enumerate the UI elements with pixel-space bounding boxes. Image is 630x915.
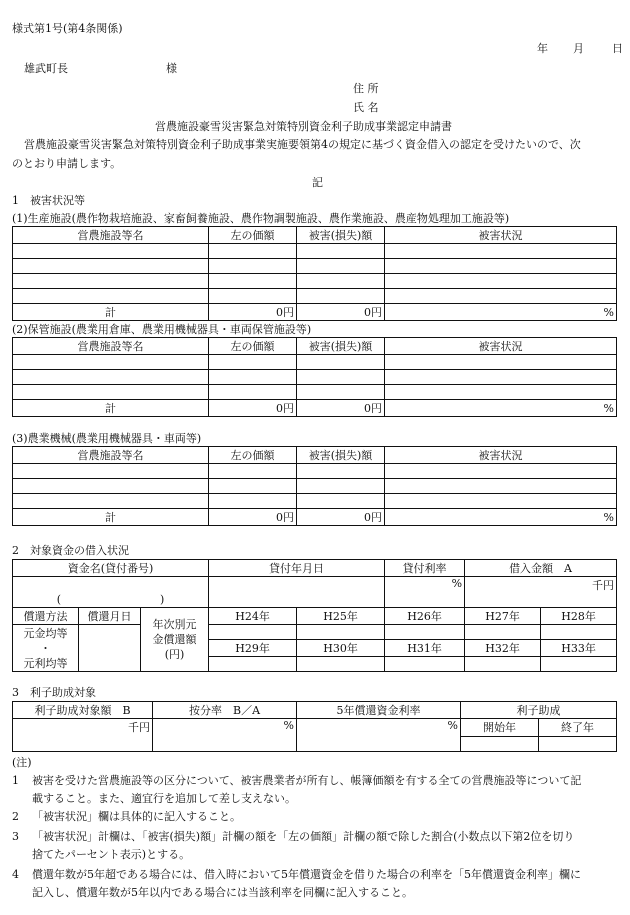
- damage-table-production: [12, 226, 617, 321]
- note-text-line2: 記入し、償還年数が5年以内である場合には当該利率を同欄に記入すること。: [32, 886, 413, 899]
- total-damage[interactable]: 0円: [297, 400, 385, 417]
- col-repay-month: 償還月日: [79, 608, 141, 625]
- addressee-honorific: 様: [166, 62, 177, 75]
- loan-amount-field[interactable]: 千円: [465, 577, 617, 608]
- repay-method-options[interactable]: 元金均等 ・ 元利均等: [13, 625, 79, 672]
- start-year-field[interactable]: [461, 736, 539, 751]
- year-h25: H25年: [297, 608, 385, 625]
- note-text-line2: 捨てたパーセント表示)とする。: [32, 848, 191, 861]
- section1-title: 1 被害状況等: [12, 194, 85, 207]
- date-month: 月: [573, 42, 584, 55]
- col-target-amount: 利子助成対象額 B: [13, 702, 153, 719]
- note-text-line2: 載すること。また、適宜行を追加して差し支えない。: [32, 792, 296, 805]
- col-damage: 被害(損失)額: [297, 227, 385, 244]
- note-number: 3: [12, 830, 19, 843]
- notes-heading: (注): [12, 756, 32, 769]
- table3-caption: (3)農業機械(農業用機械器具・車両等): [12, 432, 202, 445]
- intro-line-1: 営農施設豪雪災害緊急対策特別資金利子助成事業実施要領第4の規定に基づく資金借入の認定を受けたいので、次: [24, 138, 581, 151]
- col-value: 左の価額: [209, 338, 297, 355]
- amount-h33[interactable]: [541, 657, 617, 672]
- note-text-line1: 「被害状況」欄は具体的に記入すること。: [32, 810, 241, 823]
- col-facility: 営農施設等名: [13, 338, 209, 355]
- note-number: 1: [12, 774, 19, 787]
- note-text-line1: 「被害状況」計欄は、「被害(損失)額」計欄の額を「左の価額」計欄の額で除した割合(小数点以下第2位を切り: [32, 830, 575, 843]
- col-status: 被害状況: [385, 227, 617, 244]
- col-end-year: 終了年: [539, 719, 617, 737]
- amount-h25[interactable]: [297, 625, 385, 640]
- total-value[interactable]: 0円: [209, 509, 297, 526]
- table1-caption: (1)生産施設(農作物栽培施設、家畜飼養施設、農作物調製施設、農作業施設、農産物処理加工施設等): [12, 212, 510, 225]
- year-h27: H27年: [465, 608, 541, 625]
- table-row[interactable]: [13, 289, 617, 304]
- col-damage: 被害(損失)額: [297, 338, 385, 355]
- note-item: [12, 866, 620, 902]
- year-h26: H26年: [385, 608, 465, 625]
- col-value: 左の価額: [209, 447, 297, 464]
- table-row[interactable]: [13, 464, 617, 479]
- total-value[interactable]: 0円: [209, 400, 297, 417]
- table-row[interactable]: [13, 244, 617, 259]
- address-label: 住 所: [353, 82, 379, 95]
- amount-h29[interactable]: [209, 657, 297, 672]
- col-loan-date: 貸付年月日: [209, 560, 385, 577]
- amount-h32[interactable]: [465, 657, 541, 672]
- amount-h26[interactable]: [385, 625, 465, 640]
- col-facility: 営農施設等名: [13, 227, 209, 244]
- table-row[interactable]: [13, 274, 617, 289]
- col-loan-rate: 貸付利率: [385, 560, 465, 577]
- addressee: 雄武町長: [24, 62, 68, 75]
- amount-h28[interactable]: [541, 625, 617, 640]
- col-method: 償還方法: [13, 608, 79, 625]
- rate5-field[interactable]: %: [297, 719, 461, 752]
- year-h24: H24年: [209, 608, 297, 625]
- col-subsidy: 利子助成: [461, 702, 617, 719]
- total-status[interactable]: %: [385, 304, 617, 321]
- total-value[interactable]: 0円: [209, 304, 297, 321]
- section2-title: 2 対象資金の借入状況: [12, 544, 129, 557]
- name-label: 氏 名: [353, 101, 379, 114]
- col-facility: 営農施設等名: [13, 447, 209, 464]
- amount-h30[interactable]: [297, 657, 385, 672]
- col-status: 被害状況: [385, 447, 617, 464]
- total-label: 計: [13, 509, 209, 526]
- amount-h31[interactable]: [385, 657, 465, 672]
- ki-label: 記: [312, 176, 323, 189]
- col-loan-amount: 借入金額 A: [465, 560, 617, 577]
- fund-name-field[interactable]: ( ): [13, 577, 209, 608]
- table-row[interactable]: [13, 370, 617, 385]
- annual-repayment-label: 年次別元 金償還額 (円): [141, 608, 209, 672]
- note-number: 4: [12, 868, 19, 881]
- end-year-field[interactable]: [539, 736, 617, 751]
- year-h32: H32年: [465, 640, 541, 657]
- total-status[interactable]: %: [385, 400, 617, 417]
- amount-h27[interactable]: [465, 625, 541, 640]
- year-h33: H33年: [541, 640, 617, 657]
- intro-line-2: のとおり申請します。: [12, 157, 122, 170]
- col-status: 被害状況: [385, 338, 617, 355]
- col-damage: 被害(損失)額: [297, 447, 385, 464]
- table-row[interactable]: [13, 479, 617, 494]
- note-item: [12, 808, 620, 826]
- amount-h24[interactable]: [209, 625, 297, 640]
- total-damage[interactable]: 0円: [297, 304, 385, 321]
- table-row[interactable]: [13, 355, 617, 370]
- form-number: 様式第1号(第4条関係): [12, 22, 123, 35]
- table2-caption: (2)保管施設(農業用倉庫、農業用機械器具・車両保管施設等): [12, 323, 312, 336]
- note-item: [12, 828, 620, 864]
- date-day: 日: [612, 42, 623, 55]
- total-status[interactable]: %: [385, 509, 617, 526]
- document-title: 営農施設豪雪災害緊急対策特別資金利子助成事業認定申請書: [155, 120, 452, 133]
- table-row[interactable]: [13, 494, 617, 509]
- total-damage[interactable]: 0円: [297, 509, 385, 526]
- section3-title: 3 利子助成対象: [12, 686, 96, 699]
- total-label: 計: [13, 304, 209, 321]
- col-fund-name: 資金名(貸付番号): [13, 560, 209, 577]
- year-h29: H29年: [209, 640, 297, 657]
- note-item: [12, 772, 620, 808]
- loan-status-table: [12, 559, 617, 672]
- col-rate5: 5年償還資金利率: [297, 702, 461, 719]
- loan-rate-field[interactable]: %: [385, 577, 465, 608]
- interest-subsidy-table: [12, 701, 617, 752]
- target-amount-field[interactable]: 千円: [13, 719, 153, 752]
- year-h31: H31年: [385, 640, 465, 657]
- col-ratio: 按分率 B／A: [153, 702, 297, 719]
- col-start-year: 開始年: [461, 719, 539, 737]
- note-number: 2: [12, 810, 19, 823]
- table-row[interactable]: [13, 385, 617, 400]
- total-label: 計: [13, 400, 209, 417]
- col-value: 左の価額: [209, 227, 297, 244]
- note-text-line1: 被害を受けた営農施設等の区分について、被害農業者が所有し、帳簿価額を有する全ての営農施設等について記: [32, 774, 582, 787]
- year-h28: H28年: [541, 608, 617, 625]
- ratio-field[interactable]: %: [153, 719, 297, 752]
- loan-date-field[interactable]: [209, 577, 385, 608]
- table-row[interactable]: [13, 259, 617, 274]
- note-text-line1: 償還年数が5年超である場合には、借入時において5年償還資金を借りた場合の利率を「5年償還資金利率」欄に: [32, 868, 581, 881]
- damage-table-storage: [12, 337, 617, 417]
- date-year: 年: [537, 42, 548, 55]
- year-h30: H30年: [297, 640, 385, 657]
- damage-table-machinery: [12, 446, 617, 526]
- repay-month-field[interactable]: [79, 625, 141, 672]
